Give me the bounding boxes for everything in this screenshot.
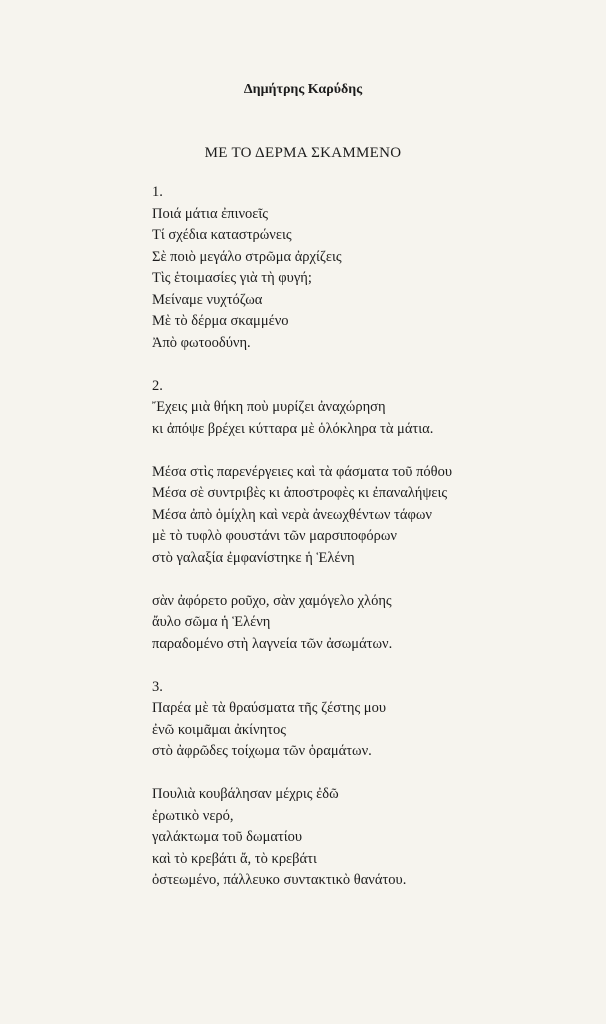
poem-line: Ἔχεις μιὰ θήκη ποὺ μυρίζει ἀναχώρηση [152,399,386,415]
poem-line: Τί σχέδια καταστρώνεις [152,227,292,243]
poem-line: Σὲ ποιὸ μεγάλο στρῶμα ἀρχίζεις [152,248,342,265]
stanza-gap [152,440,582,462]
poem-line: Ποιά μάτια ἐπινοεῖς [152,205,269,222]
poem-title: ΜΕ ΤΟ ΔΕΡΜΑ ΣΚΑΜΜΕΝΟ [204,145,402,161]
poem-line: παραδομένο στὴ λαγνεία τῶν ἀσωμάτων. [152,635,393,652]
poem-line: Πουλιὰ κουβάλησαν μέχρις ἐδῶ [152,786,339,802]
author-name: Δημήτρης Καρύδης [243,82,363,97]
poem-line: στὸ γαλαξία ἐμφανίστηκε ἡ Ἑλένη [152,549,355,566]
poem-body [152,182,582,892]
poem-line: Μέσα στὶς παρενέργειες καὶ τὰ φάσματα τοῦ πόθου [152,463,453,480]
poem-line: ὀστεωμένο, πάλλευκο συντακτικὸ θανάτου. [152,872,407,888]
poem-line: Μείναμε νυχτόζωα [152,291,263,308]
section-gap [152,655,582,677]
poem-line: ἐνῶ κοιμᾶμαι ἀκίνητος [152,721,286,738]
poem-line: Μὲ τὸ δέρμα σκαμμένο [152,313,289,329]
section-number: 3. [152,678,163,695]
poem-line: καὶ τὸ κρεβάτι ἄ, τὸ κρεβάτι [152,850,317,867]
poem-line: Παρέα μὲ τὰ θραύσματα τῆς ζέστης μου [152,700,387,716]
poem-line: Μέσα ἀπὸ ὁμίχλη καὶ νερὰ ἀνεωχθέντων τάφων [152,506,432,523]
poem-line: κι ἀπόψε βρέχει κύτταρα μὲ ὁλόκληρα τὰ μάτια. [152,420,434,437]
poem-line: μὲ τὸ τυφλὸ φουστάνι τῶν μαρσιποφόρων [152,528,397,544]
stanza-gap [152,569,582,591]
stanza-gap [152,763,582,785]
poem-line: Μέσα σὲ συντριβὲς κι ἀποστροφὲς κι ἐπαναλήψεις [152,485,448,501]
poem-line: ἄυλο σῶμα ἡ Ἑλένη [152,614,271,630]
poem-line: γαλάκτωμα τοῦ δωματίου [152,829,303,845]
poem-line: ἐρωτικὸ νερό, [152,807,234,824]
poem-line: σὰν ἀφόρετο ροῦχο, σὰν χαμόγελο χλόης [152,592,392,609]
poem-line: Τὶς ἑτοιμασίες γιὰ τὴ φυγή; [152,270,312,286]
poem-line: στὸ ἀφρῶδες τοίχωμα τῶν ὁραμάτων. [152,743,372,759]
section-gap [152,354,582,376]
poem-line: Ἀπὸ φωτοοδύνη. [152,334,251,351]
section-number: 1. [152,184,163,200]
section-number: 2. [152,377,163,394]
